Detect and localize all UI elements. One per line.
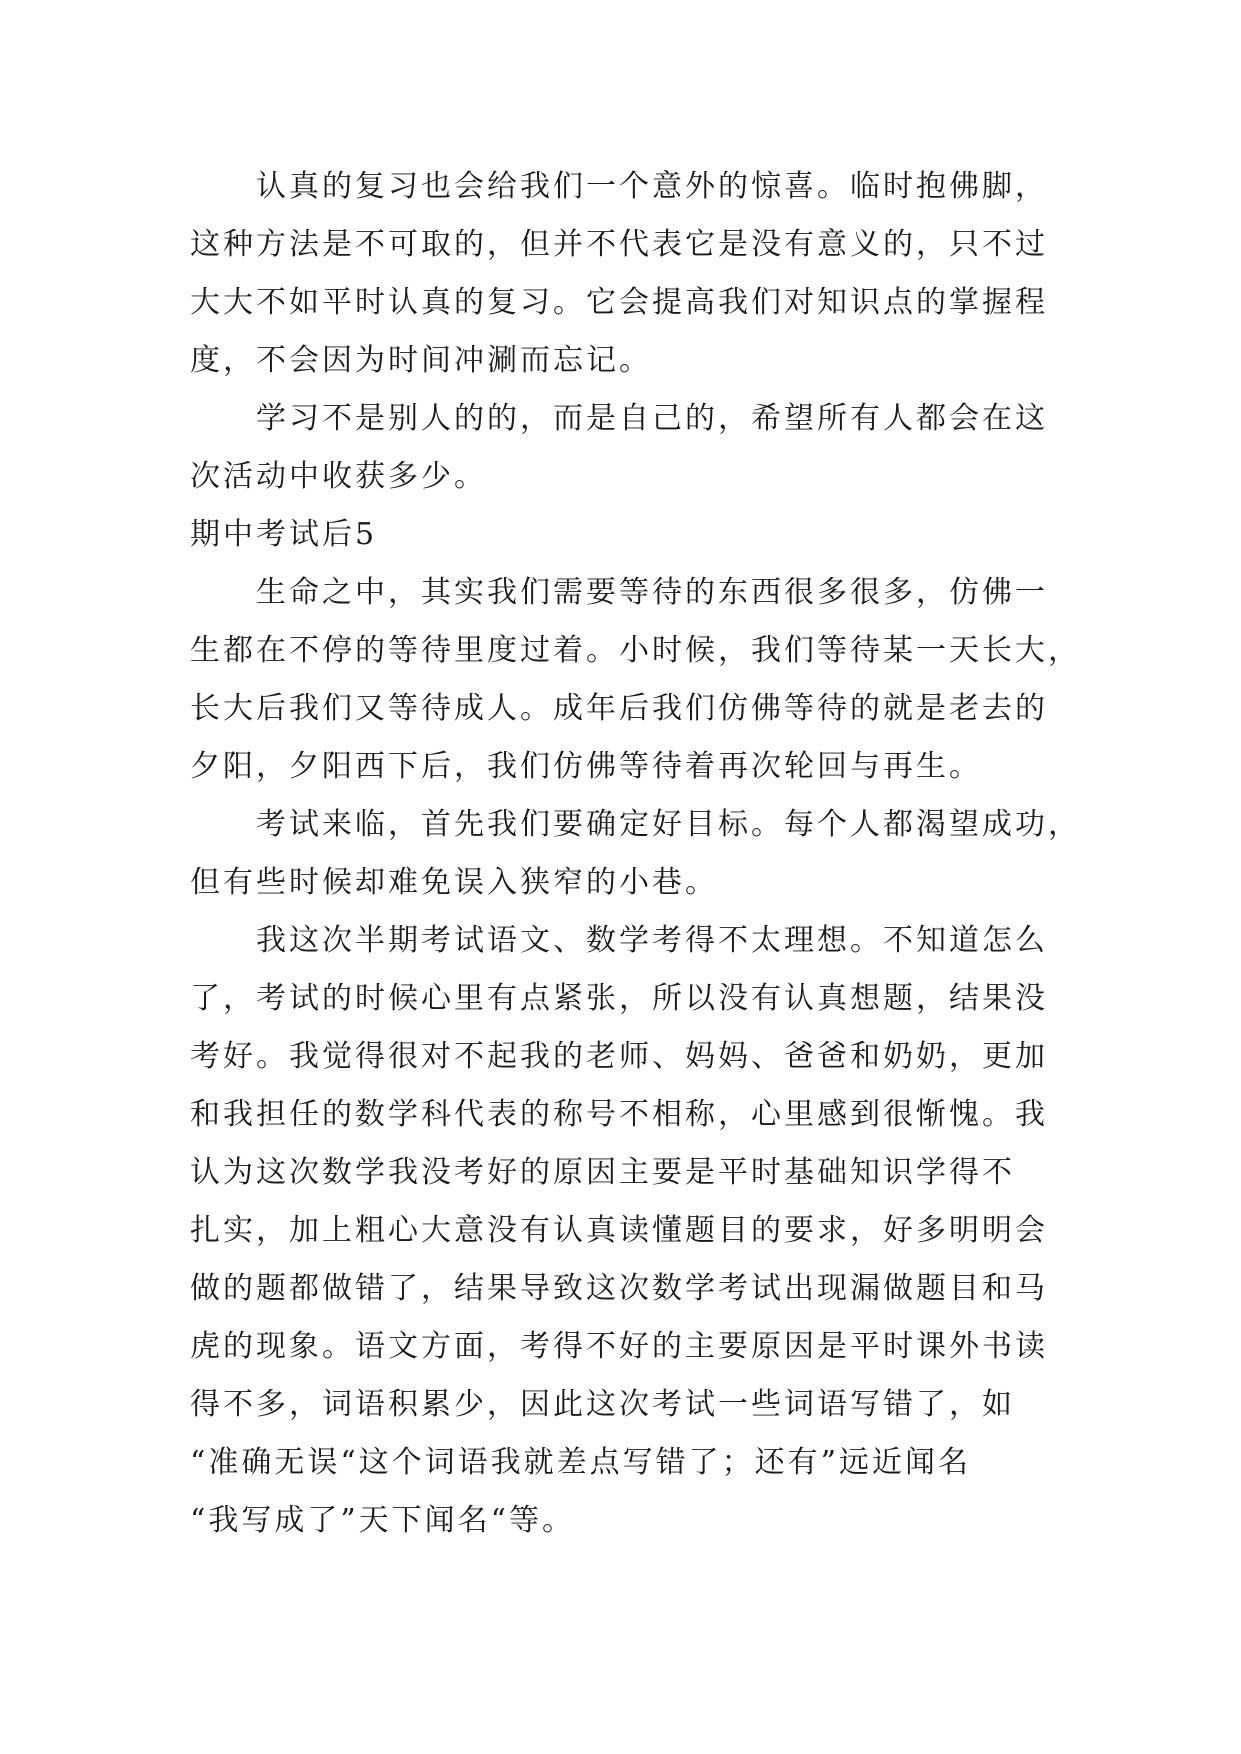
paragraph-review: [190, 158, 1060, 390]
text-line: 认为这次数学我没考好的原因主要是平时基础知识学得不: [190, 1155, 1015, 1190]
text-line: 夕阳，夕阳西下后，我们仿佛等待着再次轮回与再生。: [190, 749, 982, 784]
document-body: [190, 158, 1081, 1550]
text-line: 次活动中收获多少。: [190, 459, 487, 494]
text-line: 认真的复习也会给我们一个意外的惊喜。临时抱佛脚，: [256, 169, 1048, 204]
text-line: 和我担任的数学科代表的称号不相称，心里感到很惭愧。我: [190, 1097, 1048, 1132]
text-line: 大大不如平时认真的复习。它会提高我们对知识点的掌握程: [190, 285, 1048, 320]
paragraph-goal: [190, 796, 1081, 912]
text-line: “准确无误“这个词语我就差点写错了；还有”远近闻名: [190, 1445, 972, 1480]
text-line: 做的题都做错了，结果导致这次数学考试出现漏做题目和马: [190, 1271, 1048, 1306]
paragraph-waiting: [190, 564, 1081, 796]
text-line: 得不多，词语积累少，因此这次考试一些词语写错了，如: [190, 1387, 1015, 1422]
text-line: 度，不会因为时间冲涮而忘记。: [190, 343, 652, 378]
text-line: 但有些时候却难免误入狭窄的小巷。: [190, 865, 718, 900]
text-line: 这种方法是不可取的，但并不代表它是没有意义的，只不过: [190, 227, 1048, 262]
section-heading: [190, 506, 1060, 564]
text-line: 考试来临，首先我们要确定好目标。每个人都渴望成功，: [256, 807, 1081, 842]
heading-text: 期中考试后5: [190, 517, 378, 552]
text-line: 学习不是别人的的，而是自己的，希望所有人都会在这: [256, 401, 1048, 436]
text-line: 扎实，加上粗心大意没有认真读懂题目的要求，好多明明会: [190, 1213, 1048, 1248]
paragraph-learning: [190, 390, 1060, 506]
text-line: “我写成了”天下闻名“等。: [190, 1503, 576, 1538]
paragraph-reflection: [190, 912, 1060, 1550]
text-line: 生都在不停的等待里度过着。小时候，我们等待某一天长大，: [190, 633, 1081, 668]
text-line: 我这次半期考试语文、数学考得不太理想。不知道怎么: [256, 923, 1048, 958]
text-line: 了，考试的时候心里有点紧张，所以没有认真想题，结果没: [190, 981, 1048, 1016]
text-line: 考好。我觉得很对不起我的老师、妈妈、爸爸和奶奶，更加: [190, 1039, 1048, 1074]
text-line: 长大后我们又等待成人。成年后我们仿佛等待的就是老去的: [190, 691, 1048, 726]
text-line: 虎的现象。语文方面，考得不好的主要原因是平时课外书读: [190, 1329, 1048, 1364]
text-line: 生命之中，其实我们需要等待的东西很多很多，仿佛一: [256, 575, 1048, 610]
